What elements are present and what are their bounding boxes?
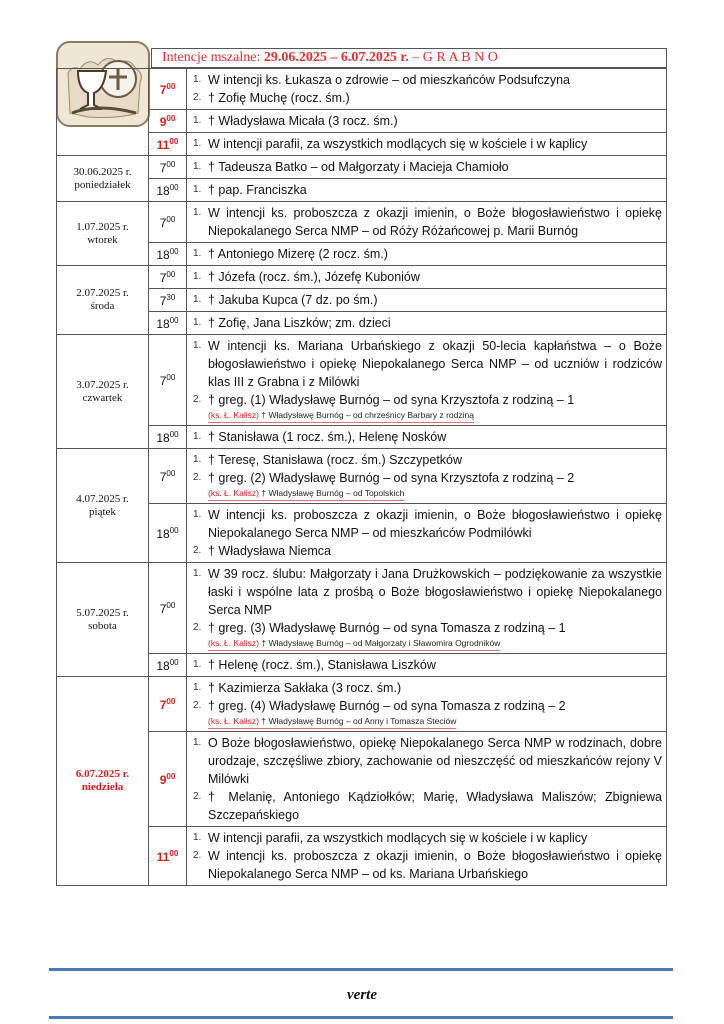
note-indent (193, 715, 208, 729)
mass-row (57, 654, 667, 677)
intention-item (193, 506, 662, 542)
intention-text: † Melanię, Antoniego Kądziołków; Marię, Władysława Maliszów; Zbigniewa Szczepańskiego (208, 790, 662, 822)
mass-time (149, 335, 187, 426)
day-cell (57, 69, 149, 156)
intentions-table (56, 68, 667, 886)
intention-item (193, 245, 662, 263)
mass-intentions (187, 289, 667, 312)
mass-time-minutes: 00 (166, 468, 176, 478)
mass-intentions (187, 732, 667, 827)
mass-time (149, 289, 187, 312)
mass-time-hour: 18 (156, 316, 170, 331)
intention-text: † Jakuba Kupca (7 dz. po śm.) (208, 293, 378, 307)
mass-row (57, 732, 667, 827)
intention-text: † Zofię, Jana Liszków; zm. dzieci (208, 316, 391, 330)
header-place: – G R A B N O (408, 50, 498, 65)
mass-time (149, 654, 187, 677)
mass-time (149, 827, 187, 886)
mass-intentions (187, 69, 667, 110)
day-date: 2.07.2025 r. (76, 287, 129, 299)
intention-text: † pap. Franciszka (208, 183, 307, 197)
mass-intentions (187, 654, 667, 677)
intention-text: W 39 rocz. ślubu: Małgorzaty i Jana Drużkowskich – podziękowanie za wszystkie łaski i wspólne lata z prośbą o Boże błogosławieństwo i opiekę Niepokalanego Serca NMP (208, 567, 662, 617)
day-weekday: niedziela (81, 781, 124, 793)
intention-text: W intencji parafii, za wszystkich modlących się w kościele i w kaplicy (208, 137, 588, 151)
mass-time-minutes: 00 (166, 159, 176, 169)
day-date: 1.07.2025 r. (76, 220, 129, 233)
day-weekday: sobota (88, 619, 117, 632)
intention-number: 1. (193, 659, 202, 670)
intention-item (193, 391, 662, 409)
mass-intentions (187, 426, 667, 449)
intention-number: 1. (193, 207, 202, 218)
intention-text: † greg. (4) Władysławę Burnóg – od syna Tomasza z rodziną – 2 (208, 699, 566, 713)
intention-number: 1. (193, 568, 202, 579)
intention-item (193, 71, 662, 89)
intention-item (193, 204, 662, 240)
intention-text: W intencji ks. Łukasza o zdrowie – od mieszkańców Podsufczyna (208, 73, 570, 87)
mass-time (149, 449, 187, 504)
mass-intentions (187, 110, 667, 133)
footer-verte: verte (347, 987, 377, 1003)
mass-intentions (187, 179, 667, 202)
mass-time-minutes: 00 (169, 136, 179, 146)
intention-text: W intencji ks. Mariana Urbańskiego z okazji 50-lecia kapłaństwa – o Boże błogosławieństwo i opiekę Niepokalanego Serca NMP – od uczniów i rodziców klas III z Grabna i z Milówki (208, 339, 662, 389)
mass-intentions (187, 133, 667, 156)
intention-number: 1. (193, 832, 202, 843)
intention-text: W intencji ks. proboszcza z okazji imienin, o Boże błogosławieństwo i opiekę Niepokalanego Serca NMP – od ks. Mariana Urbańskiego (208, 849, 662, 881)
mass-row (57, 312, 667, 335)
intention-number: 2. (193, 394, 202, 405)
day-weekday: wtorek (87, 233, 118, 246)
intention-number: 1. (193, 248, 202, 259)
intention-number: 2. (193, 700, 202, 711)
mass-intentions (187, 266, 667, 289)
mass-time-hour: 7 (159, 160, 167, 175)
intention-item (193, 542, 662, 560)
intention-number: 2. (193, 850, 202, 861)
mass-time-minutes: 00 (166, 771, 176, 781)
day-date: 3.07.2025 r. (76, 378, 129, 391)
day-weekday: poniedziałek (74, 178, 131, 191)
mass-time-minutes: 00 (169, 246, 179, 256)
mass-time (149, 202, 187, 243)
mass-time-hour: 7 (159, 373, 167, 388)
mass-time-minutes: 00 (166, 269, 176, 279)
mass-time-minutes: 00 (166, 113, 176, 123)
mass-row (57, 69, 667, 110)
intention-text: † greg. (1) Władysławę Burnóg – od syna Krzysztofa z rodziną – 1 (208, 393, 575, 407)
mass-time-minutes: 00 (169, 657, 179, 667)
mass-row (57, 179, 667, 202)
mass-time-minutes: 00 (166, 214, 176, 224)
day-date: 5.07.2025 r. (76, 606, 129, 619)
mass-time-minutes: 00 (166, 600, 176, 610)
intention-item (193, 135, 662, 153)
intention-item (193, 469, 662, 487)
mass-time-hour: 7 (159, 601, 167, 616)
mass-time (149, 426, 187, 449)
mass-intentions (187, 156, 667, 179)
mass-row (57, 504, 667, 563)
intention-item (193, 89, 662, 107)
note-indent (193, 409, 208, 423)
intention-text: † Władysława Niemca (208, 544, 331, 558)
intention-item (193, 656, 662, 674)
intention-item (193, 158, 662, 176)
note-line (208, 487, 404, 501)
intention-number: 1. (193, 431, 202, 442)
mass-time (149, 312, 187, 335)
intention-number: 1. (193, 161, 202, 172)
intention-number: 2. (193, 545, 202, 556)
mass-time (149, 110, 187, 133)
footer-divider-bottom (49, 1016, 673, 1019)
secondary-intention-note (193, 409, 662, 423)
day-weekday: środa (90, 300, 115, 312)
intention-text: † Helenę (rocz. śm.), Stanisława Liszków (208, 658, 436, 672)
day-date: 30.06.2025 r. (73, 165, 132, 178)
mass-intentions (187, 312, 667, 335)
intention-text: W intencji ks. proboszcza z okazji imienin, o Boże błogosławieństwo i opiekę Niepokalanego Serca NMP – od mieszkańców Podmilówki (208, 508, 662, 540)
intention-item (193, 314, 662, 332)
mass-row (57, 266, 667, 289)
mass-row (57, 110, 667, 133)
mass-intentions (187, 449, 667, 504)
intention-item (193, 734, 662, 788)
day-cell (57, 156, 149, 202)
day-date: 6.07.2025 r. (75, 768, 130, 780)
mass-time-hour: 18 (156, 526, 170, 541)
intention-item (193, 428, 662, 446)
day-cell (57, 202, 149, 266)
note-priest: (ks. Ł. Kalisz) (208, 716, 260, 726)
day-cell (57, 449, 149, 563)
mass-time-minutes: 00 (166, 696, 176, 706)
intention-item (193, 181, 662, 199)
intention-item (193, 291, 662, 309)
mass-row (57, 563, 667, 654)
note-priest: (ks. Ł. Kalisz) (208, 488, 260, 498)
intention-number: 1. (193, 184, 202, 195)
intention-number: 1. (193, 340, 202, 351)
note-text: † Władysławę Burnóg – od Małgorzaty i Sławomira Ogrodników (259, 638, 501, 648)
mass-time-hour: 9 (159, 772, 167, 787)
secondary-intention-note (193, 715, 662, 729)
mass-row (57, 133, 667, 156)
mass-time (149, 156, 187, 179)
mass-time-hour: 18 (156, 430, 170, 445)
day-weekday: czwartek (82, 391, 123, 404)
intention-number: 2. (193, 791, 202, 802)
mass-intentions (187, 563, 667, 654)
mass-time-hour: 7 (159, 469, 167, 484)
day-cell (57, 266, 149, 335)
intention-item (193, 565, 662, 619)
intention-item (193, 697, 662, 715)
day-weekday: piątek (89, 505, 116, 518)
intention-text: † Zofię Muchę (rocz. śm.) (208, 91, 350, 105)
day-cell (57, 677, 149, 886)
intention-number: 2. (193, 472, 202, 483)
intention-number: 2. (193, 92, 202, 103)
intention-item (193, 337, 662, 391)
mass-time-hour: 7 (159, 293, 167, 308)
header-dates: 29.06.2025 – 6.07.2025 r. (263, 50, 409, 65)
mass-intentions (187, 202, 667, 243)
note-indent (193, 637, 208, 651)
intention-number: 1. (193, 271, 202, 282)
mass-time-hour: 9 (159, 114, 167, 129)
secondary-intention-note (193, 637, 662, 651)
intention-text: † Władysława Micała (3 rocz. śm.) (208, 114, 398, 128)
intention-text: W intencji ks. proboszcza z okazji imienin, o Boże błogosławieństwo i opiekę Niepokalanego Serca NMP – od Róży Różańcowej p. Marii Burnóg (208, 206, 662, 238)
mass-intentions (187, 335, 667, 426)
intention-text: † Antoniego Mizerę (2 rocz. śm.) (208, 247, 388, 261)
mass-time (149, 133, 187, 156)
intention-item (193, 619, 662, 637)
intention-number: 1. (193, 737, 202, 748)
mass-time-hour: 7 (159, 270, 167, 285)
intention-number: 1. (193, 509, 202, 520)
intention-text: W intencji parafii, za wszystkich modlących się w kościele i w kaplicy (208, 831, 588, 845)
note-text: † Władysławę Burnóg – od Anny i Tomasza Steciów (259, 716, 457, 726)
mass-time (149, 504, 187, 563)
day-cell (57, 563, 149, 677)
mass-time-minutes: 00 (166, 81, 176, 91)
mass-time (149, 69, 187, 110)
mass-time-minutes: 00 (169, 525, 179, 535)
intention-text: † Teresę, Stanisława (rocz. śm.) Szczypetków (208, 453, 463, 467)
mass-time (149, 732, 187, 827)
mass-time (149, 563, 187, 654)
mass-time-hour: 7 (159, 697, 167, 712)
mass-time-hour: 11 (156, 849, 170, 864)
mass-time-hour: 7 (159, 82, 167, 97)
mass-time-hour: 18 (156, 183, 170, 198)
intention-text: † Józefa (rocz. śm.), Józefę Kuboniów (208, 270, 420, 284)
mass-time-hour: 11 (156, 137, 170, 152)
intention-text: † Stanisława (1 rocz. śm.), Helenę Nosków (208, 430, 447, 444)
note-text: † Władysławę Burnóg – od Topolskich (259, 488, 405, 498)
footer-divider-top (49, 968, 673, 971)
intention-item (193, 112, 662, 130)
note-line (208, 409, 474, 423)
note-text: † Władysławę Burnóg – od chrześnicy Barbary z rodziną (259, 410, 474, 420)
mass-time-minutes: 30 (166, 292, 176, 302)
intention-number: 2. (193, 622, 202, 633)
page-header (151, 48, 667, 68)
intention-item (193, 847, 662, 883)
intention-text: O Boże błogosławieństwo, opiekę Niepokalanego Serca NMP w rodzinach, dobre urodzaje, szczęśliwe zbiory, zachowanie od nieszczęść od mieszkańców rejony V Milówki (208, 736, 662, 786)
secondary-intention-note (193, 487, 662, 501)
intention-number: 1. (193, 294, 202, 305)
mass-time (149, 677, 187, 732)
intention-item (193, 679, 662, 697)
day-cell (57, 335, 149, 449)
mass-row (57, 827, 667, 886)
intention-number: 1. (193, 74, 202, 85)
mass-intentions (187, 504, 667, 563)
intention-number: 1. (193, 317, 202, 328)
mass-row (57, 426, 667, 449)
mass-time (149, 179, 187, 202)
mass-time-minutes: 00 (166, 372, 176, 382)
mass-intentions (187, 827, 667, 886)
mass-row (57, 677, 667, 732)
mass-time-minutes: 00 (169, 848, 179, 858)
intention-item (193, 451, 662, 469)
intention-number: 1. (193, 115, 202, 126)
intention-text: † greg. (3) Władysławę Burnóg – od syna Tomasza z rodziną – 1 (208, 621, 566, 635)
intention-item (193, 788, 662, 824)
note-indent (193, 487, 208, 501)
mass-row (57, 243, 667, 266)
mass-row (57, 156, 667, 179)
note-line (208, 715, 456, 729)
mass-time-hour: 7 (159, 215, 167, 230)
mass-time-minutes: 00 (169, 315, 179, 325)
intention-item (193, 829, 662, 847)
header-prefix: Intencje mszalne: (162, 50, 264, 65)
intention-number: 1. (193, 682, 202, 693)
mass-time (149, 266, 187, 289)
mass-time-minutes: 00 (169, 429, 179, 439)
intention-number: 1. (193, 138, 202, 149)
mass-time (149, 243, 187, 266)
intention-text: † Kazimierza Sakłaka (3 rocz. śm.) (208, 681, 402, 695)
intention-item (193, 268, 662, 286)
mass-time-hour: 18 (156, 658, 170, 673)
intention-text: † greg. (2) Władysławę Burnóg – od syna Krzysztofa z rodziną – 2 (208, 471, 575, 485)
mass-time-minutes: 00 (169, 182, 179, 192)
mass-row (57, 335, 667, 426)
note-line (208, 637, 500, 651)
mass-intentions (187, 243, 667, 266)
intention-text: † Tadeusza Batko – od Małgorzaty i Macieja Chamioło (208, 160, 509, 174)
mass-intentions (187, 677, 667, 732)
mass-row (57, 289, 667, 312)
mass-row (57, 449, 667, 504)
mass-time-hour: 18 (156, 247, 170, 262)
note-priest: (ks. Ł. Kalisz) (208, 638, 260, 648)
day-date: 4.07.2025 r. (76, 492, 129, 505)
mass-row (57, 202, 667, 243)
intention-number: 1. (193, 454, 202, 465)
note-priest: (ks. Ł. Kalisz) (208, 410, 260, 420)
